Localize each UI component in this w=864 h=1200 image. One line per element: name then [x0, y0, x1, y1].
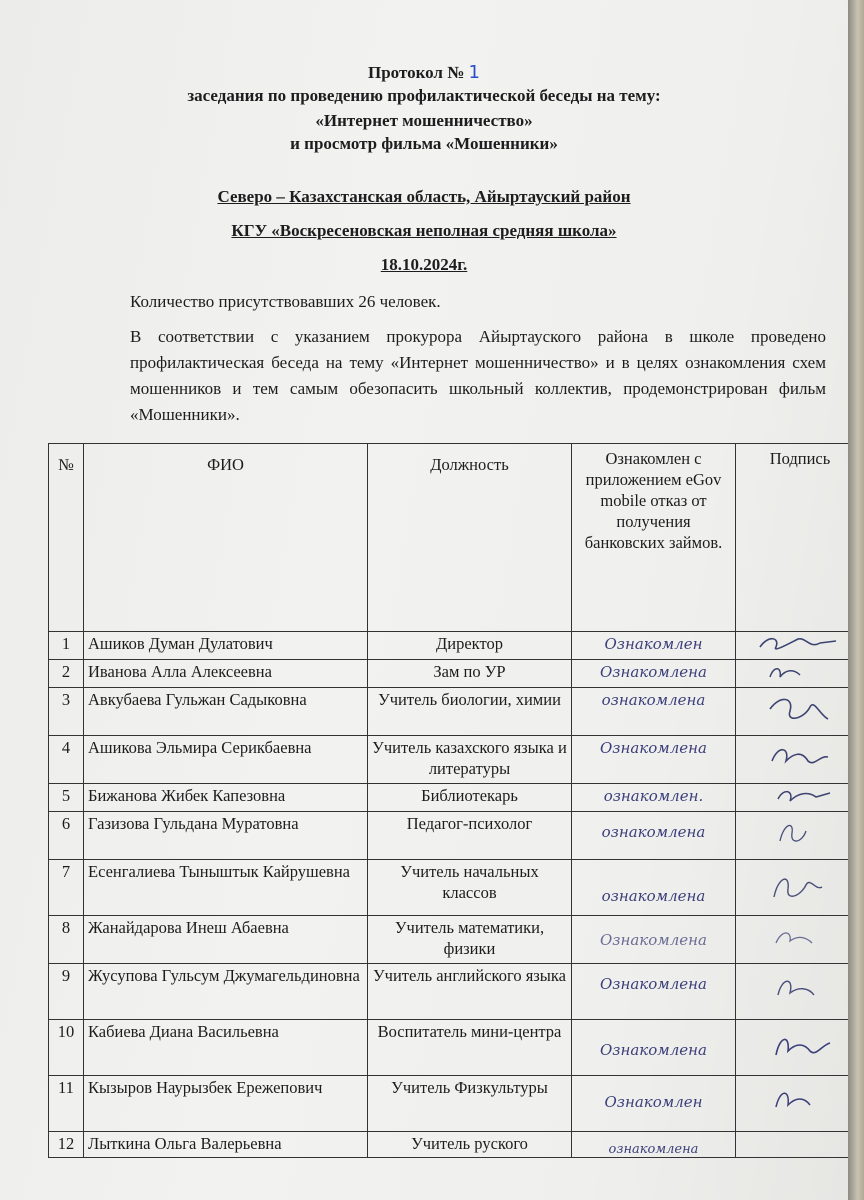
signature-scribble — [750, 1077, 848, 1125]
signature-scribble — [750, 1021, 848, 1069]
row-ack-cell — [572, 736, 736, 784]
row-position: Учитель руского — [368, 1132, 572, 1158]
table-row — [49, 964, 849, 1020]
row-signature-cell — [736, 736, 849, 784]
row-num: 1 — [49, 632, 84, 660]
row-name: Бижанова Жибек Капезовна — [84, 784, 368, 812]
attendance-text: Количество присутствовавших 26 человек. — [130, 292, 441, 311]
row-name: Кабиева Диана Васильевна — [84, 1020, 368, 1076]
row-ack-handwritten: ознакомлена — [601, 823, 706, 841]
row-num: 12 — [49, 1132, 84, 1158]
row-signature-cell — [736, 916, 849, 964]
row-ack-handwritten: Ознакомлена — [600, 663, 707, 681]
date-line: 18.10.2024г. — [380, 255, 468, 274]
topic-line: «Интернет мошенничество» — [315, 111, 533, 130]
signature-scribble — [750, 633, 848, 653]
table-row — [49, 632, 849, 660]
table-row — [49, 1020, 849, 1076]
row-signature-cell — [736, 1076, 849, 1132]
school-line: КГУ «Воскресеновская неполная средняя школа» — [231, 221, 617, 240]
row-position: Воспитатель мини-центра — [368, 1020, 572, 1076]
row-num: 2 — [49, 660, 84, 688]
row-ack-cell — [572, 964, 736, 1020]
row-signature-cell — [736, 860, 849, 916]
row-signature-cell — [736, 660, 849, 688]
row-ack-handwritten: Ознакомлен — [604, 1093, 703, 1111]
row-ack-handwritten: Ознакомлена — [600, 739, 707, 757]
table-row — [49, 688, 849, 736]
header-signature: Подпись — [736, 444, 849, 632]
row-ack-handwritten: Ознакомлен — [604, 635, 703, 653]
row-num: 3 — [49, 688, 84, 736]
row-ack-cell — [572, 1020, 736, 1076]
film-line: и просмотр фильма «Мошенники» — [290, 134, 558, 153]
row-ack-handwritten: Ознакомлена — [600, 931, 707, 949]
row-name: Ашикова Эльмира Серикбаевна — [84, 736, 368, 784]
row-num: 6 — [49, 812, 84, 860]
signature-scribble — [750, 917, 848, 957]
row-num: 11 — [49, 1076, 84, 1132]
header-position — [368, 444, 572, 632]
table-row — [49, 736, 849, 784]
row-num: 10 — [49, 1020, 84, 1076]
row-name: Есенгалиева Тыныштык Кайрушевна — [84, 860, 368, 916]
row-num: 8 — [49, 916, 84, 964]
row-position: Учитель английского языка — [368, 964, 572, 1020]
signature-scribble — [750, 965, 848, 1013]
row-num: 5 — [49, 784, 84, 812]
row-ack-cell — [572, 632, 736, 660]
header-position-label: Должность — [430, 455, 509, 474]
row-name: Жанайдарова Инеш Абаевна — [84, 916, 368, 964]
row-signature-cell — [736, 632, 849, 660]
row-position: Учитель начальных классов — [368, 860, 572, 916]
row-name: Авкубаева Гульжан Садыковна — [84, 688, 368, 736]
row-position: Учитель казахского языка и литературы — [368, 736, 572, 784]
protocol-number: 1 — [468, 62, 480, 83]
row-ack-handwritten: Ознакомлена — [600, 975, 707, 993]
table-row — [49, 1132, 849, 1158]
signature-scribble — [750, 689, 848, 729]
attendance-table — [48, 443, 848, 1158]
table-row — [49, 916, 849, 964]
row-position: Директор — [368, 632, 572, 660]
row-signature-cell — [736, 812, 849, 860]
row-name: Жусупова Гульсум Джумагельдиновна — [84, 964, 368, 1020]
row-ack-handwritten: ознакомлена — [601, 691, 706, 709]
row-signature-cell — [736, 964, 849, 1020]
row-ack-handwritten: Ознакомлена — [600, 1041, 707, 1059]
table-body — [49, 632, 849, 1158]
row-position: Библиотекарь — [368, 784, 572, 812]
row-ack-cell — [572, 860, 736, 916]
row-name: Кызыров Наурызбек Ережепович — [84, 1076, 368, 1132]
row-ack-cell — [572, 784, 736, 812]
signature-scribble — [750, 737, 848, 777]
row-signature-cell — [736, 1020, 849, 1076]
header-ack: Ознакомлен с приложением eGov mobile отказ от получения банковских займов. — [572, 444, 736, 632]
signature-scribble — [750, 785, 848, 805]
row-position: Педагог-психолог — [368, 812, 572, 860]
signature-scribble — [750, 861, 848, 909]
intro-paragraph: В соответствии с указанием прокурора Айыртауского района в школе проведено профилактическая беседа на тему «Интернет мошенничество» и в целях ознакомления схем мошенников и тем самым обезопасить школьный коллектив, продемонстрирован фильм «Мошенники». — [130, 327, 826, 424]
row-name: Лыткина Ольга Валерьевна — [84, 1132, 368, 1158]
row-ack-cell — [572, 916, 736, 964]
row-signature-cell — [736, 688, 849, 736]
header-name: ФИО — [84, 444, 368, 632]
row-num: 9 — [49, 964, 84, 1020]
row-ack-handwritten: ознакомлена — [601, 887, 706, 905]
subtitle-line: заседания по проведению профилактической беседы на тему: — [187, 86, 661, 105]
table-header-row — [49, 444, 849, 632]
signature-scribble — [750, 813, 848, 853]
row-position: Зам по УР — [368, 660, 572, 688]
row-ack-cell — [572, 1076, 736, 1132]
row-num: 4 — [49, 736, 84, 784]
table-row — [49, 660, 849, 688]
header-num: № — [49, 444, 84, 632]
row-ack-handwritten: ознакомлен. — [603, 787, 704, 805]
table-row — [49, 1076, 849, 1132]
row-position: Учитель математики, физики — [368, 916, 572, 964]
row-name: Ашиков Думан Дулатович — [84, 632, 368, 660]
row-ack-cell — [572, 1132, 736, 1158]
row-ack-cell — [572, 688, 736, 736]
row-ack-handwritten: ознакомлена — [608, 1142, 699, 1157]
row-name: Газизова Гульдана Муратовна — [84, 812, 368, 860]
row-ack-cell — [572, 812, 736, 860]
row-signature-cell — [736, 784, 849, 812]
signature-scribble — [750, 661, 848, 681]
row-ack-cell — [572, 660, 736, 688]
page-edge-shadow — [848, 0, 864, 1200]
protocol-title — [0, 62, 848, 83]
row-num: 7 — [49, 860, 84, 916]
row-name: Иванова Алла Алексеевна — [84, 660, 368, 688]
table-row — [49, 860, 849, 916]
table-row — [49, 812, 849, 860]
row-position: Учитель биологии, химии — [368, 688, 572, 736]
table-row — [49, 784, 849, 812]
row-position: Учитель Физкультуры — [368, 1076, 572, 1132]
row-signature-cell — [736, 1132, 849, 1158]
region-line: Северо – Казахстанская область, Айыртауский район — [217, 187, 631, 206]
protocol-title-prefix: Протокол № — [367, 63, 465, 82]
